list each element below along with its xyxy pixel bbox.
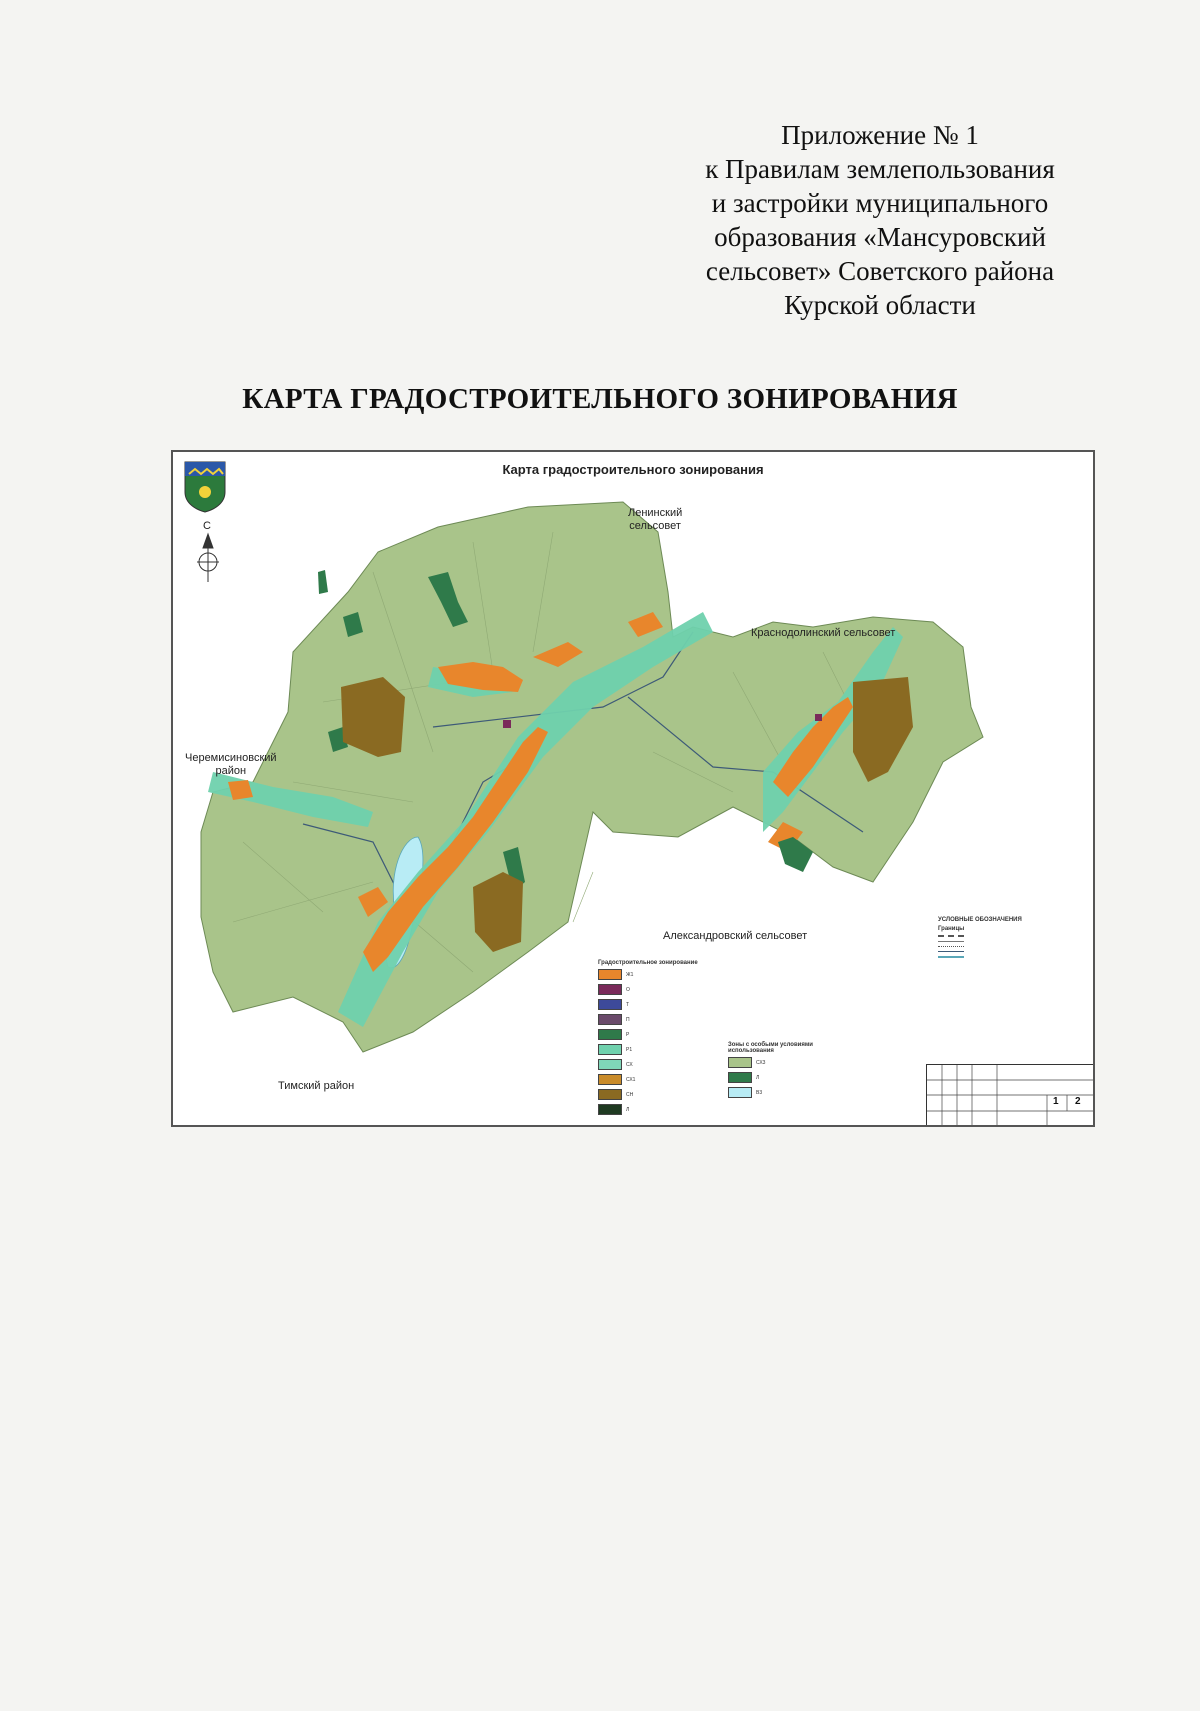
legend-item: Р xyxy=(598,1029,768,1040)
legend-item: О xyxy=(598,984,768,995)
legend-heading: УСЛОВНЫЕ ОБОЗНАЧЕНИЯ xyxy=(938,917,1022,923)
annex-line: сельсовет» Советского района xyxy=(705,256,1055,286)
stamp-grid xyxy=(927,1065,1093,1127)
legend-line xyxy=(938,951,964,952)
legend-swatch xyxy=(598,1089,622,1100)
document-title: КАРТА ГРАДОСТРОИТЕЛЬНОГО ЗОНИРОВАНИЯ xyxy=(242,383,958,415)
legend-item: СХ1 xyxy=(598,1074,768,1085)
map-title: Карта градостроительного зонирования xyxy=(502,462,764,477)
sheet-count: 2 xyxy=(1075,1096,1081,1107)
legend-heading: Градостроительное зонирование xyxy=(598,960,698,966)
legend-swatch xyxy=(598,1059,622,1070)
zoning-map xyxy=(171,450,1095,1127)
legend-swatch xyxy=(598,1074,622,1085)
annex-line: образования «Мансуровский xyxy=(714,222,1046,252)
legend-item: СХ xyxy=(598,1059,768,1070)
legend-item: Л xyxy=(728,1072,858,1083)
legend-swatch xyxy=(598,1029,622,1040)
legend-item xyxy=(938,935,1078,937)
legend-swatch xyxy=(728,1087,752,1098)
legend-swatch xyxy=(598,999,622,1010)
legend-swatch xyxy=(598,984,622,995)
annex-line: к Правилам землепользования xyxy=(705,154,1055,184)
legend-swatch xyxy=(598,969,622,980)
legend-item xyxy=(938,941,1078,942)
north-label: С xyxy=(203,520,211,532)
legend-line xyxy=(938,946,964,947)
north-arrow-icon xyxy=(197,534,219,582)
legend-swatch xyxy=(728,1057,752,1068)
legend-swatch xyxy=(598,1104,622,1115)
legend-item xyxy=(938,946,1078,947)
annex-line: и застройки муниципального xyxy=(711,188,1049,218)
legend-line xyxy=(938,956,964,958)
legend-swatch xyxy=(728,1072,752,1083)
legend-line xyxy=(938,935,964,937)
legend-item: Т xyxy=(598,999,768,1010)
legend-line xyxy=(938,941,964,942)
legend-item: СН xyxy=(598,1089,768,1100)
legend-item: Ж1 xyxy=(598,969,768,980)
neighbor-label-alexandrovsky: Александровский сельсовет xyxy=(663,930,808,942)
legend-item: СХ3 xyxy=(728,1057,858,1068)
legend-symbols xyxy=(938,917,1078,962)
neighbor-label-timsky: Тимский район xyxy=(278,1080,355,1092)
annex-note xyxy=(670,118,1090,322)
legend-item: Л xyxy=(598,1104,768,1115)
neighbor-label-leninsky: Ленинский сельсовет xyxy=(628,507,683,532)
legend-item: Р1 xyxy=(598,1044,768,1055)
legend-swatch xyxy=(598,1044,622,1055)
legend-item: П xyxy=(598,1014,768,1025)
legend-subheading: Границы xyxy=(938,926,965,932)
neighbor-label-cheremisinovsky: Черемисиновский район xyxy=(185,752,277,777)
neighbor-label-krasnodolinsky: Краснодолинский сельсовет xyxy=(751,627,896,639)
sheet-number: 1 xyxy=(1053,1096,1059,1107)
legend-heading: Зоны с особыми условиями использования xyxy=(728,1042,813,1054)
legend-item xyxy=(938,951,1078,952)
legend-item xyxy=(938,956,1078,958)
annex-line: Приложение № 1 xyxy=(781,120,979,150)
legend-special-zones xyxy=(728,1042,858,1102)
legend-swatch xyxy=(598,1014,622,1025)
title-block-stamp xyxy=(926,1064,1094,1127)
legend-item: В3 xyxy=(728,1087,858,1098)
annex-line: Курской области xyxy=(784,290,976,320)
